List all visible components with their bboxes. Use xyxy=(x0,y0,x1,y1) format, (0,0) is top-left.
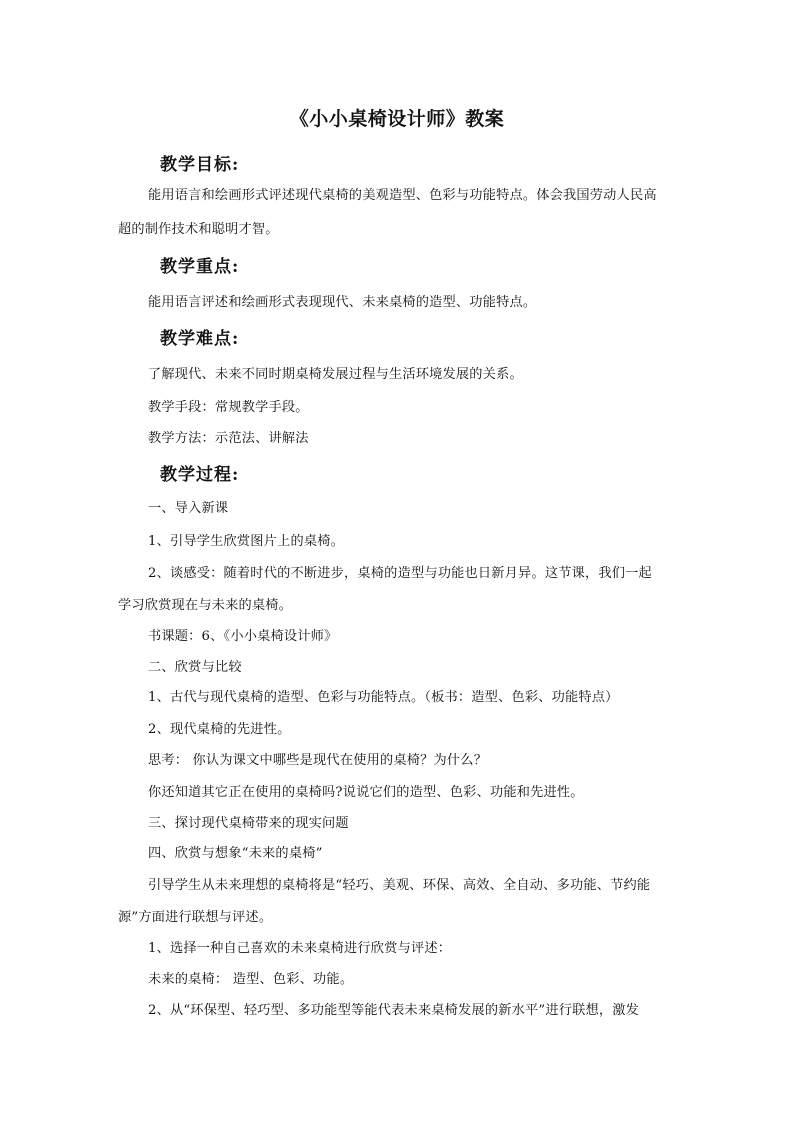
heading-goals: 教学目标: xyxy=(160,155,240,175)
process-line: 你还知道其它正在使用的桌椅吗?说说它们的造型、色彩、功能和先进性。 xyxy=(148,785,584,800)
teaching-methods: 教学方法：示范法、讲解法 xyxy=(148,431,309,446)
process-line: 书课题：6、《小小桌椅设计师》 xyxy=(148,629,338,644)
process-line: 三、探讨现代桌椅带来的现实问题 xyxy=(148,816,349,831)
process-line: 1、古代与现代桌椅的造型、色彩与功能特点。（板书：造型、色彩、功能特点） xyxy=(148,690,619,705)
process-line: 学习欣赏现在与未来的桌椅。 xyxy=(118,598,293,613)
goals-line-2: 超的制作技术和聪明才智。 xyxy=(118,222,279,237)
process-line: 思考： 你认为课文中哪些是现代在使用的桌椅？为什么？ xyxy=(148,753,488,768)
process-line: 源”方面进行联想与评述。 xyxy=(118,910,273,925)
process-line: 四、欣赏与想象“未来的桌椅” xyxy=(148,846,323,861)
process-line: 引导学生从未来理想的桌椅将是“轻巧、美观、环保、高效、全自动、多功能、节约能 xyxy=(148,878,651,893)
goals-line-1: 能用语言和绘画形式评述现代桌椅的美观造型、色彩与功能特点。体会我国劳动人民高 xyxy=(148,188,657,203)
difficulties-text: 了解现代、未来不同时期桌椅发展过程与生活环境发展的关系。 xyxy=(148,367,523,382)
key-points-text: 能用语言评述和绘画形式表现现代、未来桌椅的造型、功能特点。 xyxy=(148,295,537,310)
teaching-means: 教学手段：常规教学手段。 xyxy=(148,400,309,415)
process-line: 二、欣赏与比较 xyxy=(148,660,242,675)
process-line: 1、引导学生欣赏图片上的桌椅。 xyxy=(148,534,345,549)
process-line: 2、现代桌椅的先进性。 xyxy=(148,722,291,737)
page-title: 《小小桌椅设计师》教案 xyxy=(289,108,505,130)
process-line: 2、谈感受：随着时代的不断进步，桌椅的造型与功能也日新月异。这节课，我们一起 xyxy=(148,566,652,581)
heading-difficulties: 教学难点: xyxy=(160,329,240,349)
process-line: 1、选择一种自己喜欢的未来桌椅进行欣赏与评述： xyxy=(148,941,452,956)
heading-key-points: 教学重点: xyxy=(160,257,240,277)
process-line: 未来的桌椅： 造型、色彩、功能。 xyxy=(148,972,354,987)
process-line: 一、导入新课 xyxy=(148,501,229,516)
process-line: 2、从“环保型、轻巧型、多功能型等能代表未来桌椅发展的新水平”进行联想，激发 xyxy=(148,1003,640,1018)
heading-process: 教学过程: xyxy=(160,465,240,485)
